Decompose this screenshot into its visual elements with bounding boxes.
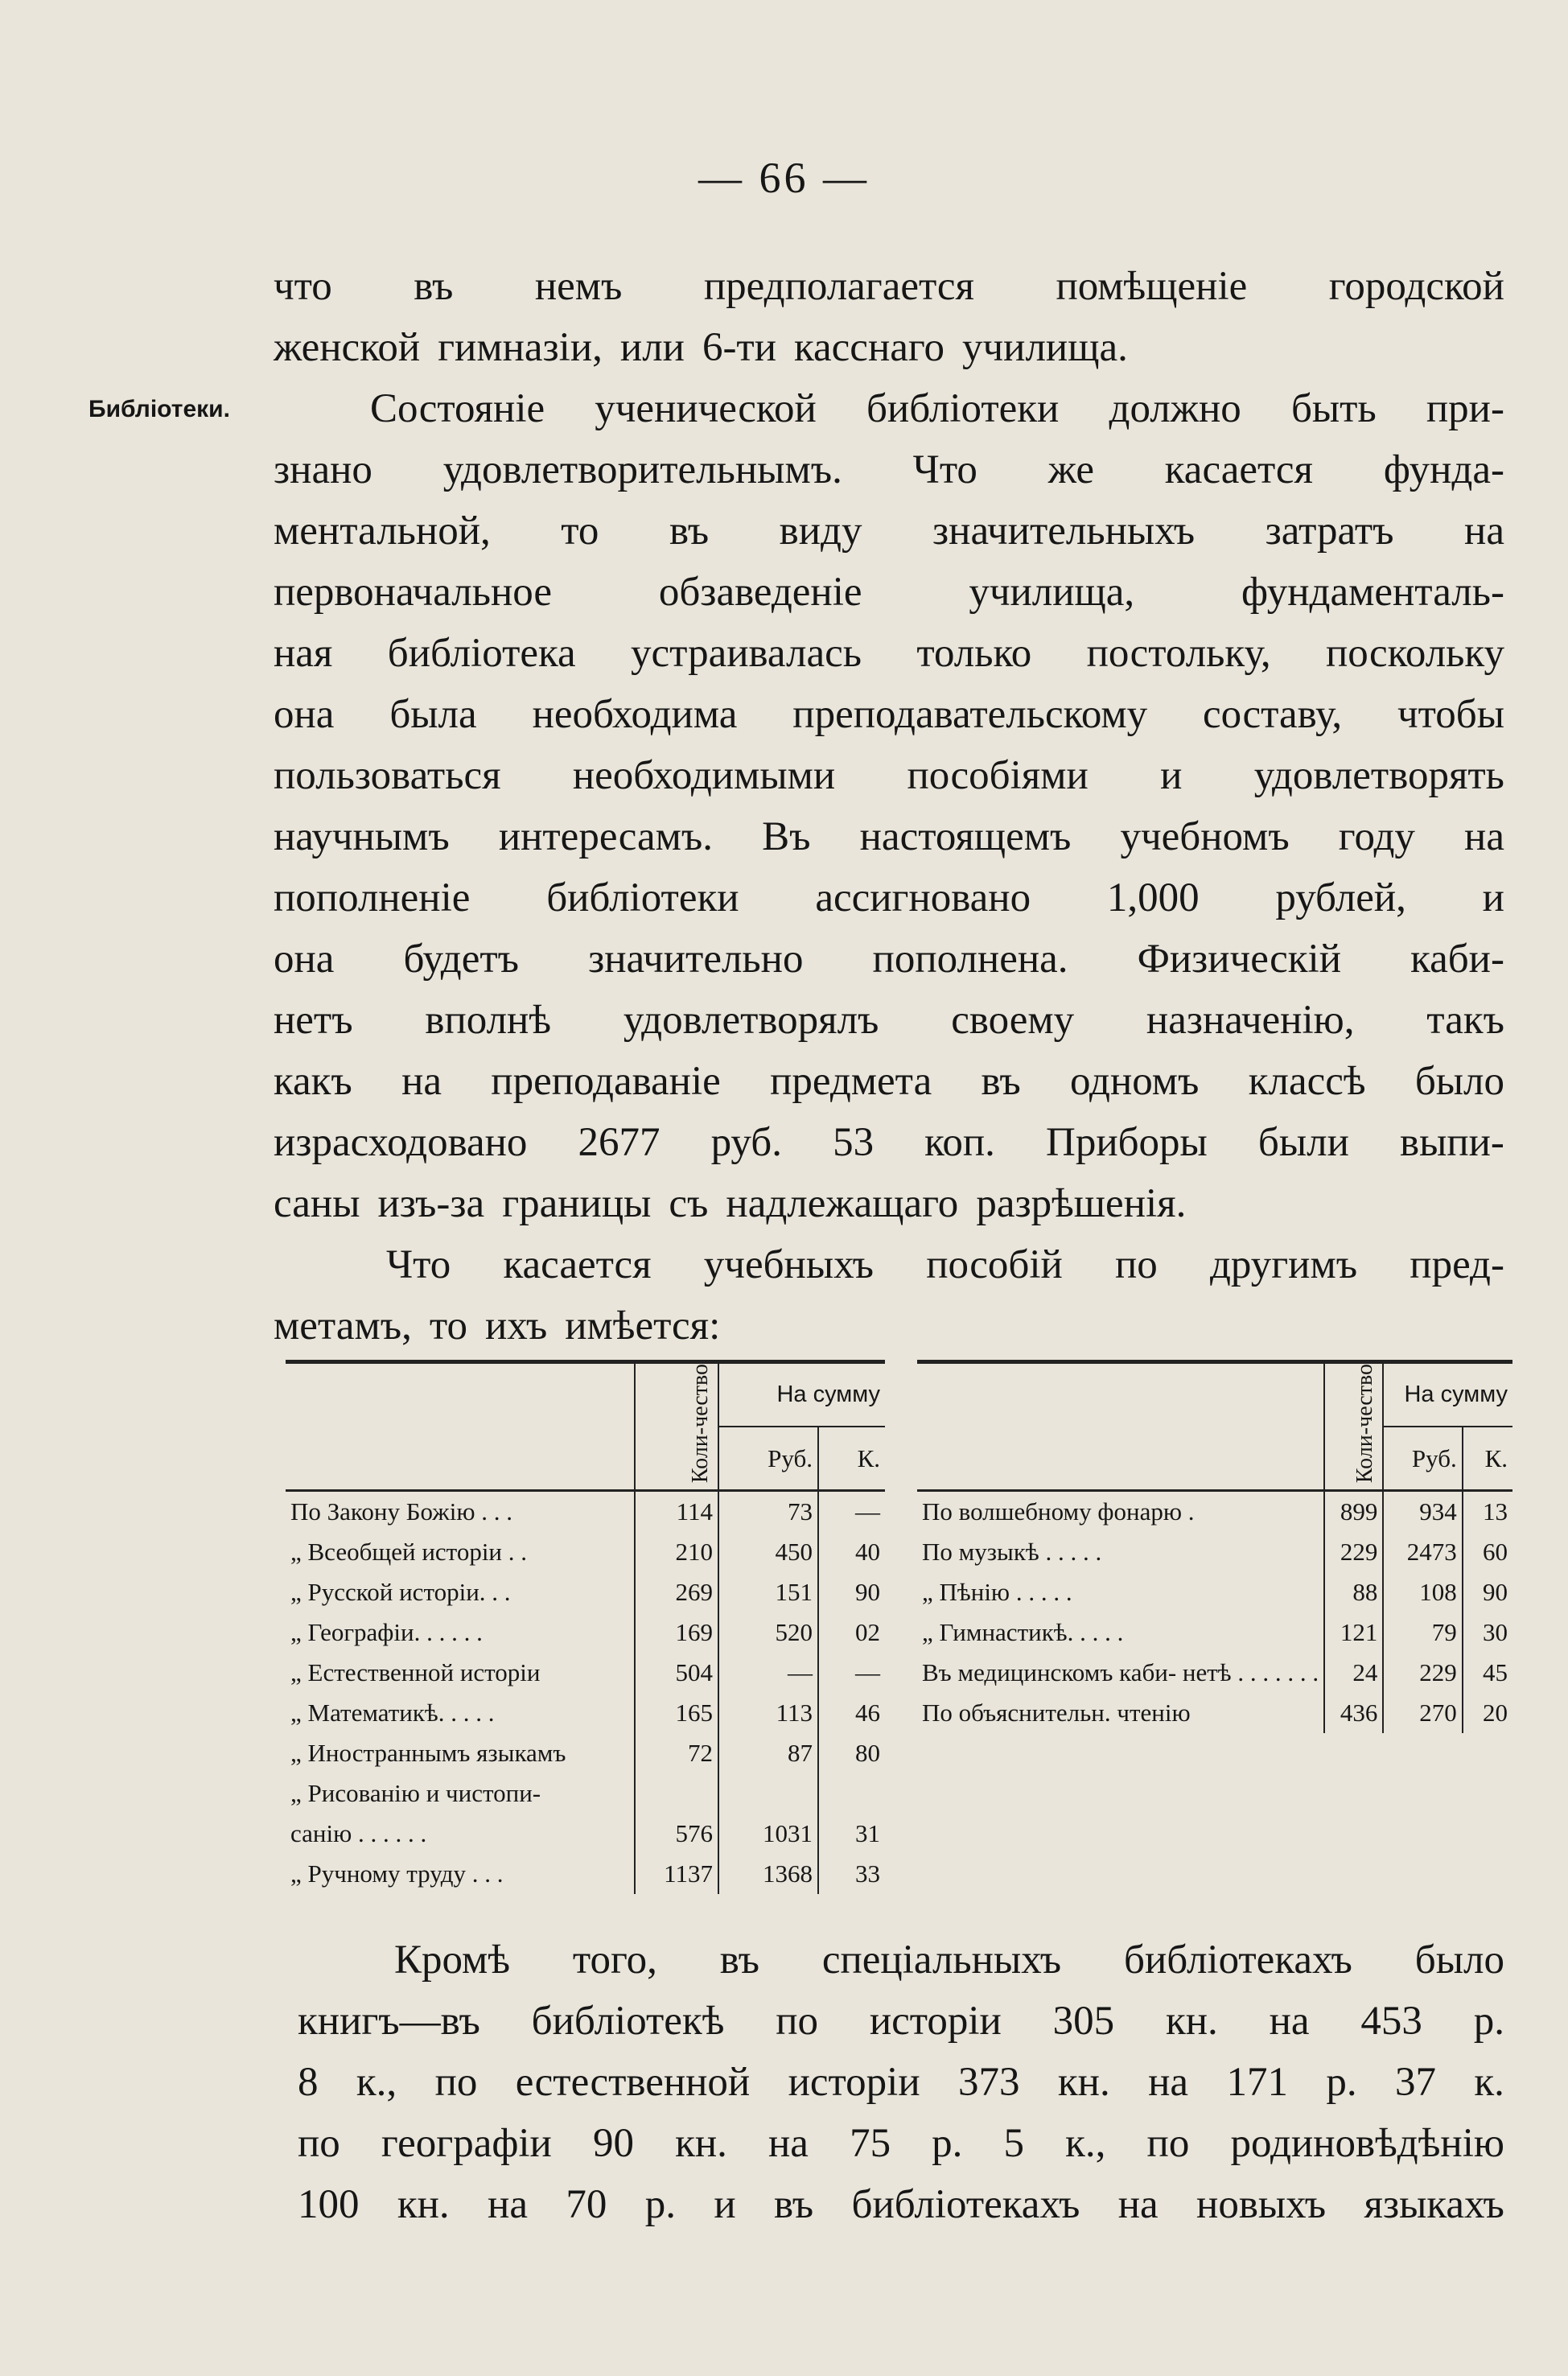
word: на (488, 2182, 528, 2227)
cell-kop: 33 (818, 1854, 885, 1894)
table-row (286, 1653, 885, 1693)
word: по (1115, 1242, 1158, 1287)
word: что (274, 264, 332, 309)
cell-qty: 121 (1324, 1612, 1383, 1653)
table-row (286, 1814, 885, 1854)
cell-label: „ Гимнастикѣ. . . . . (922, 1618, 1124, 1647)
word: кн. (675, 2121, 727, 2166)
cell-kop: 60 (1463, 1532, 1512, 1572)
word: и (714, 2182, 736, 2227)
word: только (916, 631, 1032, 676)
text-line (298, 1929, 1504, 1991)
word: училища. (962, 325, 1128, 370)
text-line (274, 1112, 1504, 1173)
word: или (619, 325, 685, 370)
text-line (274, 684, 1504, 745)
word: первоначальное (274, 570, 553, 615)
cell-kop: 40 (818, 1532, 885, 1572)
word: Въ (762, 814, 811, 859)
word: преподавательскому (792, 692, 1148, 737)
word: интересамъ. (498, 814, 714, 859)
sum-header: На сумму (1383, 1362, 1512, 1427)
word: постольку, (1086, 631, 1271, 676)
word: касается (1164, 447, 1313, 492)
word: библіотека (387, 631, 576, 676)
word: и (1160, 753, 1183, 798)
cell-rub: 270 (1383, 1693, 1462, 1733)
text-line (274, 990, 1504, 1051)
supplies-table-right (917, 1360, 1512, 1733)
cell-label: „ Ручному труду . . . (290, 1859, 504, 1888)
word: нетъ (274, 998, 353, 1043)
word: руб. (710, 1120, 782, 1165)
word: 453 (1360, 1999, 1422, 2044)
cell-kop: — (818, 1653, 885, 1693)
cell-rub (718, 1773, 818, 1814)
word: устраивалась (631, 631, 862, 676)
word: было (1414, 1937, 1504, 1983)
word: то (429, 1303, 467, 1349)
word: другимъ (1209, 1242, 1358, 1287)
cell-qty: 165 (635, 1693, 718, 1733)
cell-rub: 934 (1383, 1491, 1462, 1533)
cell-qty: 210 (635, 1532, 718, 1572)
paragraph-1 (274, 256, 1504, 378)
cell-kop: 80 (818, 1733, 885, 1773)
word: к., (356, 2060, 397, 2105)
cell-kop: 90 (818, 1572, 885, 1612)
word: помѣщеніе (1056, 264, 1248, 309)
word: 171 (1226, 2060, 1288, 2105)
cell-qty: 436 (1324, 1693, 1383, 1733)
word: предмета (770, 1059, 932, 1104)
word: языкахъ (1364, 2182, 1504, 2227)
word: предполагается (703, 264, 974, 309)
word: своему (951, 998, 1075, 1043)
word: на (768, 2121, 809, 2166)
text-line (298, 2174, 1504, 2235)
text-line (274, 623, 1504, 684)
word: научнымъ (274, 814, 450, 859)
cell-kop: 30 (1463, 1612, 1512, 1653)
word: касснаго (794, 325, 945, 370)
cell-qty: 576 (635, 1814, 718, 1854)
rub-header: Руб. (718, 1427, 818, 1490)
word: въ (719, 1937, 759, 1983)
cell-qty: 88 (1324, 1572, 1383, 1612)
paragraph-3 (274, 1234, 1504, 1357)
word: значительно (588, 937, 804, 982)
paragraph-2 (274, 378, 1504, 1234)
word: на (1117, 2182, 1159, 2227)
word: пособіями (907, 753, 1089, 798)
cell-label: По волшебному фонарю . (922, 1497, 1195, 1526)
word: библіотекахъ (1124, 1937, 1352, 1983)
word: одномъ (1069, 1059, 1200, 1104)
text-line (274, 439, 1504, 500)
cell-rub: 1031 (718, 1814, 818, 1854)
word: 8 (298, 2060, 319, 2105)
word: была (389, 692, 477, 737)
cell-qty: 269 (635, 1572, 718, 1612)
word: городской (1328, 264, 1504, 309)
cell-rub: 73 (718, 1491, 818, 1533)
word: затратъ (1265, 509, 1394, 554)
text-line (274, 929, 1504, 990)
cell-kop: 02 (818, 1612, 885, 1653)
cell-label: По объяснительн. чтенію (922, 1699, 1191, 1727)
word: знано (274, 447, 372, 492)
word: 305 (1052, 1999, 1115, 2044)
cell-label: „ Рисованію и чистопи- (290, 1779, 541, 1808)
word: немъ (534, 264, 623, 309)
word: какъ (274, 1059, 352, 1104)
word: на (401, 1059, 442, 1104)
paragraph-4 (298, 1929, 1504, 2235)
word: библіотеки (866, 386, 1060, 431)
word: на (1148, 2060, 1189, 2105)
cell-qty: 114 (635, 1491, 718, 1533)
word: быть (1290, 386, 1377, 431)
word: женской (274, 325, 421, 370)
word: фунда- (1383, 447, 1504, 492)
word: библіотеки (546, 875, 739, 920)
word: исторіи (788, 2060, 920, 2105)
word: Кромѣ (394, 1937, 511, 1983)
supplies-table-left (286, 1360, 885, 1894)
cell-kop: 31 (818, 1814, 885, 1854)
word: имѣется: (565, 1303, 721, 1349)
word: ученической (595, 386, 817, 431)
rub-header: Руб. (1383, 1427, 1462, 1490)
word: составу, (1203, 692, 1343, 737)
word: родиновѣдѣнію (1230, 2121, 1504, 2166)
word: назначенію, (1146, 998, 1355, 1043)
word: ная (274, 631, 333, 676)
word: 100 (298, 2182, 360, 2227)
cell-label: По Закону Божію . . . (290, 1497, 512, 1526)
cell-label: „ Естественной исторіи (290, 1658, 541, 1687)
kop-header: К. (818, 1427, 885, 1490)
cell-qty: 72 (635, 1733, 718, 1773)
word: р. (644, 2182, 676, 2227)
cell-rub: 1368 (718, 1854, 818, 1894)
cell-label: санію . . . . . . (290, 1819, 427, 1848)
word: спеціальныхъ (821, 1937, 1062, 1983)
table-row (286, 1854, 885, 1894)
word: исторіи (869, 1999, 1002, 2044)
word: на (1464, 509, 1504, 554)
table-row (917, 1572, 1512, 1612)
cell-rub: 520 (718, 1612, 818, 1653)
text-line (274, 867, 1504, 929)
word: р. (1326, 2060, 1357, 2105)
word: выпи- (1399, 1120, 1504, 1165)
word: Приборы (1045, 1120, 1208, 1165)
cell-label: „ Иностраннымъ языкамъ (290, 1739, 566, 1768)
text-line (274, 500, 1504, 562)
cell-kop: — (818, 1491, 885, 1533)
text-line (298, 1991, 1504, 2052)
word: к., (1065, 2121, 1106, 2166)
table-row (286, 1773, 885, 1814)
cell-rub: 108 (1383, 1572, 1462, 1612)
word: необходима (532, 692, 738, 737)
cell-qty: 169 (635, 1612, 718, 1653)
cell-kop: 90 (1463, 1572, 1512, 1612)
word: рублей, (1275, 875, 1406, 920)
word: такъ (1426, 998, 1504, 1043)
word: 70 (566, 2182, 607, 2227)
word: были (1257, 1120, 1349, 1165)
word: ихъ (484, 1303, 548, 1349)
word: училища, (969, 570, 1135, 615)
word: 90 (592, 2121, 634, 2166)
cell-rub: 2473 (1383, 1532, 1462, 1572)
word: въ (981, 1059, 1021, 1104)
kop-header: К. (1463, 1427, 1512, 1490)
word: учебномъ (1120, 814, 1290, 859)
cell-kop: 20 (1463, 1693, 1512, 1733)
word: Что (386, 1242, 451, 1287)
cell-label: По музыкѣ . . . . . (922, 1538, 1102, 1567)
margin-note: Библіотеки. (88, 396, 230, 422)
word: Состояніе (370, 386, 545, 431)
table-row (286, 1733, 885, 1773)
quantity-header: Коли-чество (688, 1364, 713, 1484)
word: новыхъ (1196, 2182, 1327, 2227)
word: границы (502, 1181, 652, 1226)
word: Физическій (1137, 937, 1342, 982)
word: должно (1109, 386, 1241, 431)
cell-rub: 87 (718, 1733, 818, 1773)
table-row (286, 1693, 885, 1733)
word: съ (669, 1181, 709, 1226)
text-line (274, 745, 1504, 806)
text-line (274, 1173, 1504, 1234)
word: поскольку (1325, 631, 1504, 676)
cell-qty: 504 (635, 1653, 718, 1693)
text-line (274, 317, 1504, 378)
page-number: — 66 — (698, 154, 870, 202)
text-line (274, 1295, 1504, 1357)
cell-qty: 24 (1324, 1653, 1383, 1693)
word: естественной (515, 2060, 751, 2105)
word: географіи (381, 2121, 552, 2166)
word: 37 (1394, 2060, 1436, 2105)
word: Что (912, 447, 977, 492)
word: по (434, 2060, 478, 2105)
word: р. (932, 2121, 963, 2166)
cell-rub: 113 (718, 1693, 818, 1733)
word: гимназіи, (438, 325, 603, 370)
word: 6-ти (702, 325, 777, 370)
cell-rub: — (718, 1653, 818, 1693)
cell-label: „ Географіи. . . . . . (290, 1618, 483, 1647)
word: вполнѣ (425, 998, 552, 1043)
word: удовлетворять (1253, 753, 1504, 798)
word: чтобы (1397, 692, 1504, 737)
word: метамъ, (274, 1303, 412, 1349)
text-line (298, 2052, 1504, 2113)
table-row (286, 1572, 885, 1612)
cell-qty (635, 1773, 718, 1814)
word: она (274, 692, 335, 737)
word: 373 (958, 2060, 1020, 2105)
word: изъ-за (377, 1181, 485, 1226)
cell-qty: 229 (1324, 1532, 1383, 1572)
word: значительныхъ (932, 509, 1196, 554)
cell-kop: 13 (1463, 1491, 1512, 1533)
table-row (286, 1491, 885, 1533)
word: пред- (1410, 1242, 1504, 1287)
table-row (917, 1532, 1512, 1572)
word: въ (414, 264, 454, 309)
table-row (917, 1491, 1512, 1533)
cell-qty: 899 (1324, 1491, 1383, 1533)
cell-rub: 450 (718, 1532, 818, 1572)
table-row (917, 1693, 1512, 1733)
word: каби- (1410, 937, 1504, 982)
word: надлежащаго (726, 1181, 959, 1226)
word: 2677 (578, 1120, 661, 1165)
word: пополненіе (274, 875, 471, 920)
text-line (274, 378, 1504, 439)
word: 53 (833, 1120, 875, 1165)
word: она (274, 937, 335, 982)
word: библіотекѣ (531, 1999, 725, 2044)
text-line (274, 1234, 1504, 1295)
word: коп. (924, 1120, 995, 1165)
word: по (298, 2121, 340, 2166)
cell-rub: 229 (1383, 1653, 1462, 1693)
text-line (298, 2113, 1504, 2174)
word: разрѣшенія. (976, 1181, 1187, 1226)
word: учебныхъ (703, 1242, 875, 1287)
word: при- (1426, 386, 1504, 431)
word: году (1338, 814, 1415, 859)
word: на (1269, 1999, 1310, 2044)
text-line (274, 256, 1504, 317)
cell-label: „ Пѣнію . . . . . (922, 1578, 1072, 1607)
word: было (1414, 1059, 1504, 1104)
word: пополнена. (872, 937, 1068, 982)
word: настоящемъ (859, 814, 1072, 859)
word: фундаменталь- (1241, 570, 1504, 615)
word: кн. (397, 2182, 450, 2227)
word: въ (669, 509, 710, 554)
word: пользоваться (274, 753, 501, 798)
word: саны (274, 1181, 360, 1226)
word: 5 (1003, 2121, 1025, 2166)
word: то (561, 509, 599, 554)
cell-kop: 46 (818, 1693, 885, 1733)
word: кн. (1165, 1999, 1218, 2044)
word: по (776, 1999, 819, 2044)
word: того, (572, 1937, 657, 1983)
word: кн. (1057, 2060, 1110, 2105)
word: и (1482, 875, 1504, 920)
text-line (274, 1051, 1504, 1112)
word: ментальной, (274, 509, 491, 554)
word: классѣ (1248, 1059, 1366, 1104)
cell-label: „ Всеобщей исторіи . . (290, 1538, 528, 1567)
table-row (286, 1532, 885, 1572)
word: виду (779, 509, 862, 554)
table-row (917, 1612, 1512, 1653)
word: библіотекахъ (851, 2182, 1080, 2227)
word: 75 (850, 2121, 891, 2166)
word: на (1464, 814, 1504, 859)
word: преподаваніе (491, 1059, 721, 1104)
table-row (286, 1612, 885, 1653)
word: по (1146, 2121, 1190, 2166)
text-line (274, 562, 1504, 623)
cell-rub: 79 (1383, 1612, 1462, 1653)
table-row (917, 1653, 1512, 1693)
cell-label: Въ медицинскомъ каби- нетѣ . . . . . . . (922, 1658, 1319, 1687)
word: обзаведеніе (658, 570, 862, 615)
word: 1,000 (1106, 875, 1200, 920)
sum-header: На сумму (718, 1362, 885, 1427)
word: касается (503, 1242, 652, 1287)
word: въ (773, 2182, 814, 2227)
word: р. (1473, 1999, 1504, 2044)
word: же (1047, 447, 1094, 492)
cell-kop: 45 (1463, 1653, 1512, 1693)
cell-rub: 151 (718, 1572, 818, 1612)
cell-label: „ Русской исторіи. . . (290, 1578, 511, 1607)
word: необходимыми (572, 753, 836, 798)
word: книгъ—въ (298, 1999, 480, 2044)
word: пособій (926, 1242, 1063, 1287)
text-line (274, 806, 1504, 867)
word: удовлетворительнымъ. (442, 447, 842, 492)
word: будетъ (403, 937, 520, 982)
quantity-header: Коли-чество (1352, 1364, 1378, 1484)
cell-qty: 1137 (635, 1854, 718, 1894)
word: ассигновано (815, 875, 1031, 920)
word: удовлетворялъ (623, 998, 879, 1043)
word: израсходовано (274, 1120, 528, 1165)
cell-label: „ Математикѣ. . . . . (290, 1699, 495, 1727)
cell-kop (818, 1773, 885, 1814)
word: к. (1474, 2060, 1504, 2105)
